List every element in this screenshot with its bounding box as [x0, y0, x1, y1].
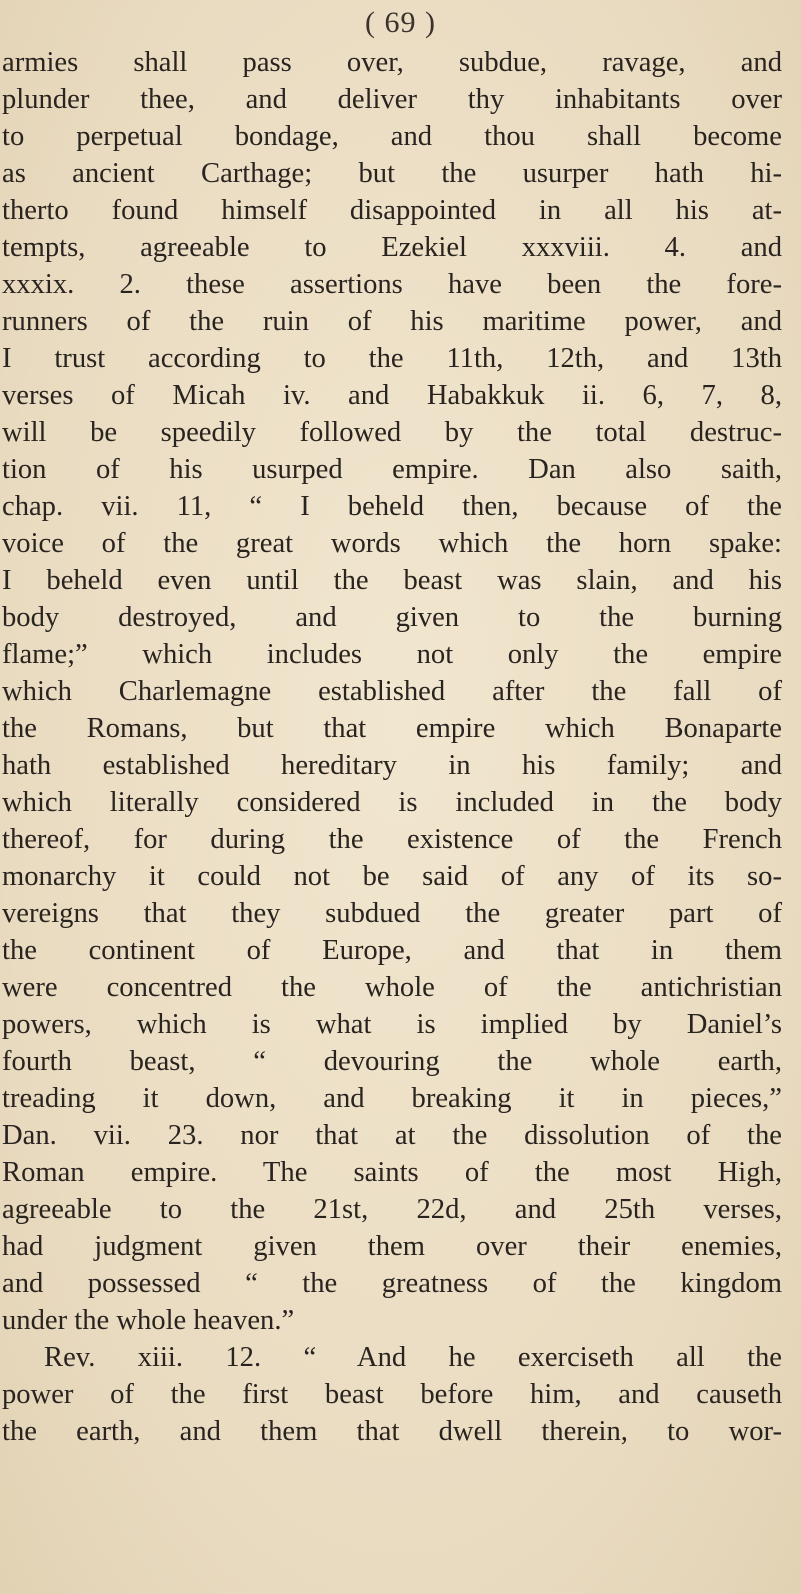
- text-line: Dan. vii. 23. nor that at the dissolution of the: [2, 1120, 782, 1151]
- text-line: xxxix. 2. these assertions have been the fore-: [2, 269, 782, 300]
- text-line: and possessed “ the greatness of the kingdom: [2, 1268, 782, 1299]
- text-line: tion of his usurped empire. Dan also saith,: [2, 454, 782, 485]
- text-line: will be speedily followed by the total destruc-: [2, 417, 782, 448]
- text-line: to perpetual bondage, and thou shall become: [2, 121, 782, 152]
- text-line: were concentred the whole of the antichristian: [2, 972, 782, 1003]
- text-line: Rev. xiii. 12. “ And he exerciseth all the: [44, 1342, 782, 1373]
- text-line: vereigns that they subdued the greater part of: [2, 898, 782, 929]
- text-line: verses of Micah iv. and Habakkuk ii. 6, 7, 8,: [2, 380, 782, 411]
- text-line: which Charlemagne established after the fall of: [2, 676, 782, 707]
- text-line: thereof, for during the existence of the French: [2, 824, 782, 855]
- page-number: ( 69 ): [365, 6, 436, 39]
- text-line: under the whole heaven.”: [2, 1305, 295, 1336]
- text-line: the earth, and them that dwell therein, to wor-: [2, 1416, 782, 1447]
- text-line: voice of the great words which the horn spake:: [2, 528, 782, 559]
- text-line: had judgment given them over their enemies,: [2, 1231, 782, 1262]
- text-line: agreeable to the 21st, 22d, and 25th verses,: [2, 1194, 782, 1225]
- body-text: [0, 44, 790, 1450]
- text-line: monarchy it could not be said of any of its so-: [2, 861, 782, 892]
- text-line: tempts, agreeable to Ezekiel xxxviii. 4. and: [2, 232, 782, 263]
- text-line: which literally considered is included in the body: [2, 787, 782, 818]
- text-line: treading it down, and breaking it in pieces,”: [2, 1083, 782, 1114]
- text-line: powers, which is what is implied by Daniel’s: [2, 1009, 782, 1040]
- text-line: the Romans, but that empire which Bonaparte: [2, 713, 782, 744]
- text-line: therto found himself disappointed in all his at-: [2, 195, 782, 226]
- text-line: I beheld even until the beast was slain, and his: [2, 565, 782, 596]
- text-line: flame;” which includes not only the empire: [2, 639, 782, 670]
- text-line: runners of the ruin of his maritime power, and: [2, 306, 782, 337]
- text-line: as ancient Carthage; but the usurper hath hi-: [2, 158, 782, 189]
- text-line: armies shall pass over, subdue, ravage, and: [2, 47, 782, 78]
- text-line: fourth beast, “ devouring the whole earth,: [2, 1046, 782, 1077]
- text-line: I trust according to the 11th, 12th, and 13th: [2, 343, 782, 374]
- text-line: plunder thee, and deliver thy inhabitants over: [2, 84, 782, 115]
- text-line: the continent of Europe, and that in them: [2, 935, 782, 966]
- text-line: power of the first beast before him, and causeth: [2, 1379, 782, 1410]
- text-line: chap. vii. 11, “ I beheld then, because of the: [2, 491, 782, 522]
- text-line: Roman empire. The saints of the most High,: [2, 1157, 782, 1188]
- text-line: body destroyed, and given to the burning: [2, 602, 782, 633]
- text-line: hath established hereditary in his family; and: [2, 750, 782, 781]
